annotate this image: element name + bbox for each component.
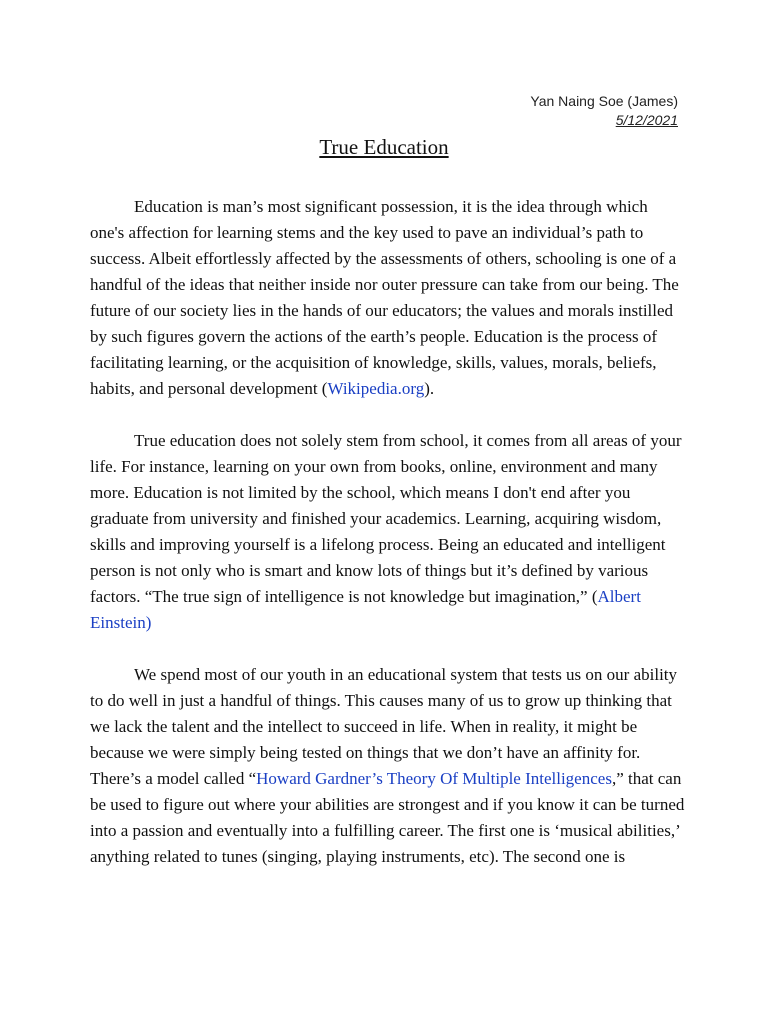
paragraph-1 xyxy=(90,194,686,402)
document-body xyxy=(90,194,686,896)
paragraph-3-tail: ,” that can be used to figure out where your abilities are strongest and if you know it can be turned into a passion and eventually into a fulfilling career. The first one is ‘musical abilities,’ anything related to tunes (singing, playing instruments, etc). The second one is xyxy=(90,769,685,866)
paragraph-2 xyxy=(90,428,686,636)
paragraph-2-text: True education does not solely stem from school, it comes from all areas of your life. For instance, learning on your own from books, online, environment and many more. Education is not limited by the school, which means I don't end after you graduate from university and finished your academics. Learning, acquiring wisdom, skills and improving yourself is a lifelong process. Being an educated and intelligent person is not only who is smart and know lots of things but it’s defined by various factors. “The true sign of intelligence is not knowledge but imagination,” ( xyxy=(90,431,682,606)
citation-link-einstein[interactable]: Albert Einstein) xyxy=(90,587,641,632)
paragraph-1-tail: ). xyxy=(424,379,435,398)
author-block xyxy=(530,92,678,130)
document-title: True Education xyxy=(319,135,449,159)
paragraph-1-text: Education is man’s most significant possession, it is the idea through which one's affection for learning stems and the key used to pave an individual’s path to success. Albeit effortlessly affected by the assessments of others, schooling is one of a handful of the ideas that neither inside nor outer pressure can take from our being. The future of our society lies in the hands of our educators; the values and morals instilled by such figures govern the actions of the earth’s people. Education is the process of facilitating learning, or the acquisition of knowledge, skills, values, morals, beliefs, habits, and personal development ( xyxy=(90,197,679,398)
document-date: 5/12/2021 xyxy=(615,112,678,128)
paragraph-3 xyxy=(90,662,686,870)
author-name: Yan Naing Soe (James) xyxy=(530,93,678,109)
paragraph-3-text: We spend most of our youth in an educational system that tests us on our ability to do well in just a handful of things. This causes many of us to grow up thinking that we lack the talent and the intellect to succeed in life. When in reality, it might be because we were simply being tested on things that we don’t have an affinity for. There’s a model called “ xyxy=(90,665,678,788)
citation-link-wikipedia[interactable]: Wikipedia.org xyxy=(327,379,425,398)
citation-link-gardner[interactable]: Howard Gardner’s Theory Of Multiple Intelligences xyxy=(256,769,612,788)
